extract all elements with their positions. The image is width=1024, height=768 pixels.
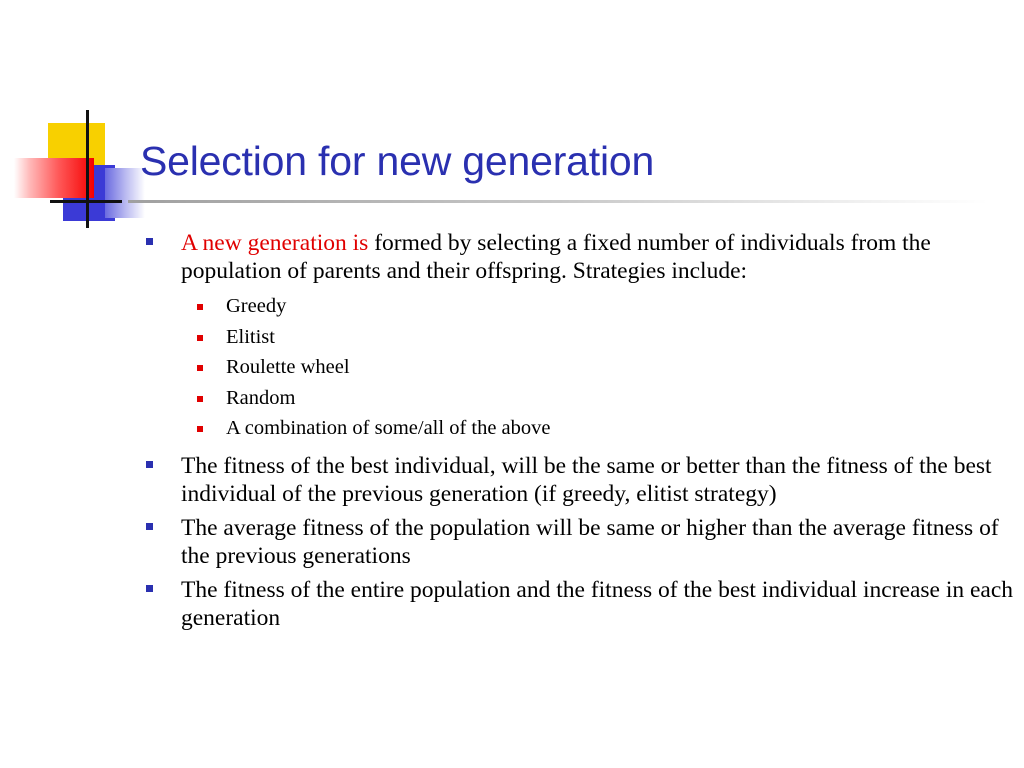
horizontal-line-decoration	[50, 200, 122, 203]
bullet-square-icon	[146, 585, 153, 592]
bullet-text: The fitness of the entire population and the fitness of the best individual increase in each generation	[181, 576, 1014, 631]
sub-bullet-item	[181, 383, 1014, 414]
sub-bullet-text: Random	[226, 386, 296, 409]
sub-bullet-item	[181, 352, 1014, 383]
slide-body	[144, 229, 1014, 638]
sub-bullet-square-icon	[197, 365, 203, 371]
blue-gradient-decoration	[105, 168, 145, 218]
bullet-square-icon	[146, 461, 153, 468]
bullet-square-icon	[146, 238, 153, 245]
bullet-item	[144, 452, 1014, 508]
sub-bullet-square-icon	[197, 335, 203, 341]
sub-bullet-square-icon	[197, 426, 203, 432]
bullet-text: The average fitness of the population will be same or higher than the average fitness of the previous generations	[181, 514, 999, 569]
sub-bullet-text: Greedy	[226, 295, 287, 317]
sub-bullet-text: Elitist	[226, 325, 275, 348]
sub-bullet-item	[181, 413, 1014, 444]
slide-title: Selection for new generation	[140, 138, 655, 184]
sub-bullet-text: Roulette wheel	[226, 356, 350, 378]
sub-bullet-list	[181, 291, 1014, 444]
bullet-item	[144, 514, 1014, 570]
red-gradient-decoration	[14, 158, 94, 198]
sub-bullet-text: A combination of some/all of the above	[226, 417, 551, 439]
sub-bullet-square-icon	[197, 396, 203, 402]
bullet-item	[144, 576, 1014, 632]
sub-bullet-square-icon	[197, 304, 203, 310]
title-underline	[128, 200, 988, 203]
bullet-square-icon	[146, 523, 153, 530]
bullet-text: The fitness of the best individual, will be the same or better than the fitness of the best individual of the previous generation (if greedy, elitist strategy)	[181, 452, 992, 507]
sub-bullet-item	[181, 322, 1014, 353]
vertical-line-decoration	[86, 110, 89, 228]
bullet-text: formed by selecting a fixed number of individuals from the population of parents and their offspring. Strategies include:	[181, 230, 931, 284]
highlighted-phrase: A new generation is	[181, 230, 369, 256]
bullet-item	[144, 229, 1014, 444]
sub-bullet-item	[181, 291, 1014, 322]
